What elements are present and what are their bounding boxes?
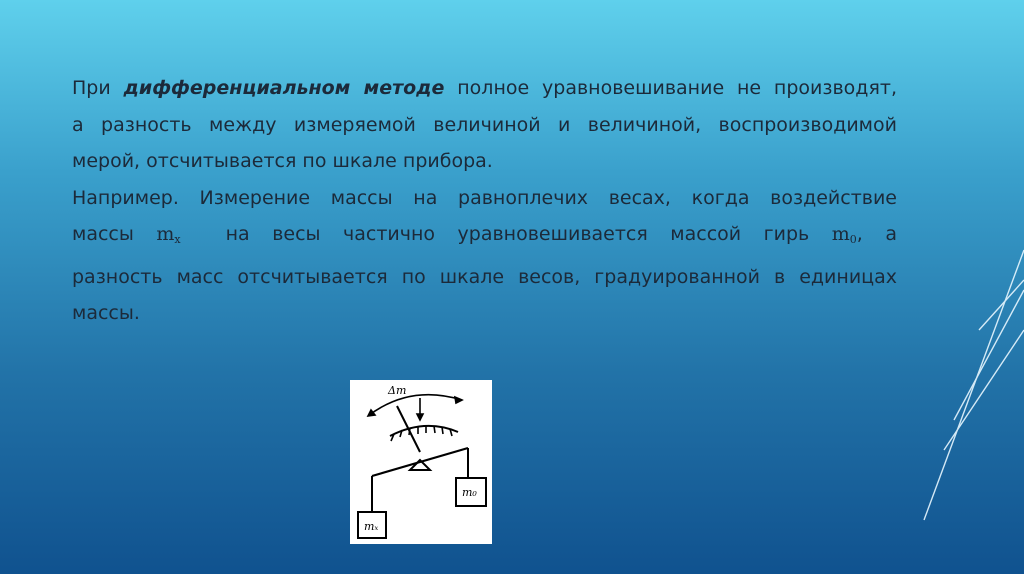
paragraph-1-line-2: а разность между измеряемой величиной и величиной, воспроизводимой	[72, 113, 897, 136]
delta-label: Δm	[388, 384, 407, 397]
line-middle: на весы частично уравновешивается массой гирь	[225, 223, 810, 245]
pointer	[397, 406, 420, 452]
mx-symbol: $m_x$	[156, 223, 181, 246]
paragraph-1-line-1	[72, 70, 897, 107]
paragraph-2-line-2	[72, 216, 897, 259]
word-massy: массы	[72, 223, 134, 245]
body-text	[72, 70, 897, 332]
paragraph-2-line-3: разность масс отсчитывается по шкале весов, градуированной в единицах	[72, 265, 897, 288]
paragraph-2-line-1: Например. Измерение массы на равноплечих весах, когда воздействие	[72, 186, 897, 209]
m0-symbol: $m_0$	[831, 223, 857, 246]
beam	[372, 448, 468, 476]
line-end: , а	[856, 223, 897, 245]
decorative-lines	[884, 0, 1024, 574]
paragraph-1-line-3: мерой, отсчитывается по шкале прибора.	[72, 150, 493, 172]
mx-label: mₓ	[364, 520, 379, 533]
arc-arrow-right	[455, 397, 462, 403]
emphasis-term: дифференциальном методе	[123, 77, 445, 99]
line-rest: полное уравновешивание не производят,	[457, 77, 897, 99]
m0-label: m₀	[462, 486, 477, 499]
paragraph-2-line-4: массы.	[72, 302, 140, 324]
balance-svg	[350, 380, 492, 544]
balance-diagram	[350, 380, 492, 544]
delta-arc	[368, 395, 462, 416]
lead-word: При	[72, 77, 111, 99]
